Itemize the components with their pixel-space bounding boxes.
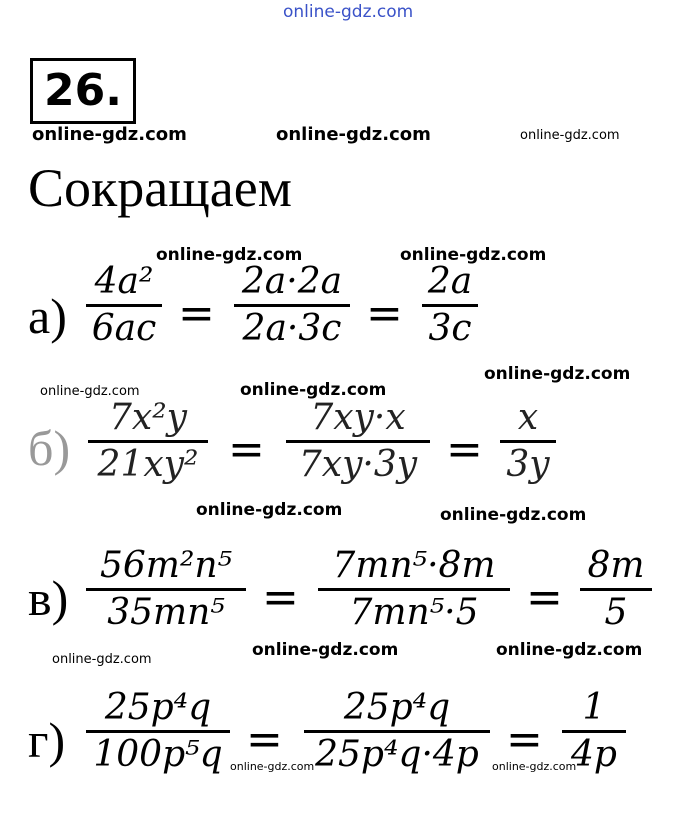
denominator: 35mn⁵: [107, 592, 225, 633]
equals-sign: =: [246, 714, 283, 765]
denominator: 4p: [571, 734, 617, 775]
problem-number: 26.: [30, 58, 136, 124]
fraction-bar: [304, 730, 490, 733]
equals-sign: =: [262, 572, 299, 623]
fraction-bar: [580, 588, 652, 591]
watermark: online-gdz.com: [196, 500, 343, 520]
equals-sign: =: [228, 424, 265, 475]
fraction-bar: [422, 304, 478, 307]
fraction: [86, 262, 162, 349]
numerator: 7x²y: [109, 397, 187, 438]
fraction: [422, 262, 478, 349]
denominator: 3c: [428, 308, 472, 349]
equals-sign: =: [506, 714, 543, 765]
numerator: 56m²n⁵: [100, 545, 232, 586]
denominator: 100p⁵q: [93, 734, 223, 775]
numerator: 25p⁴q: [343, 687, 451, 728]
fraction-bar: [86, 588, 246, 591]
item-label: а): [28, 288, 67, 344]
numerator: 7xy·x: [310, 397, 406, 438]
watermark: online-gdz.com: [440, 505, 587, 525]
fraction-bar: [86, 304, 162, 307]
fraction: [88, 398, 208, 485]
fraction: [234, 262, 350, 349]
denominator: 6ac: [91, 308, 157, 349]
watermark: online-gdz.com: [520, 128, 620, 143]
denominator: 7xy·3y: [298, 444, 418, 485]
fraction: [562, 688, 626, 775]
watermark: online-gdz.com: [484, 364, 631, 384]
watermark-top: online-gdz.com: [283, 2, 414, 22]
watermark: online-gdz.com: [496, 640, 643, 660]
denominator: 21xy²: [97, 444, 199, 485]
fraction-bar: [286, 440, 430, 443]
equals-sign: =: [526, 572, 563, 623]
fraction-bar: [234, 304, 350, 307]
watermark: online-gdz.com: [240, 380, 387, 400]
denominator: 5: [604, 592, 628, 633]
watermark: online-gdz.com: [32, 124, 187, 145]
fraction: [86, 546, 246, 633]
numerator: 4a²: [94, 261, 154, 302]
fraction-bar: [500, 440, 556, 443]
watermark: online-gdz.com: [276, 124, 431, 145]
fraction-bar: [86, 730, 230, 733]
fraction-bar: [318, 588, 510, 591]
watermark: online-gdz.com: [400, 245, 547, 265]
heading: Сокращаем: [28, 158, 292, 218]
fraction: [318, 546, 510, 633]
item-label: в): [28, 570, 69, 626]
equals-sign: =: [446, 424, 483, 475]
watermark: online-gdz.com: [252, 640, 399, 660]
equals-sign: =: [178, 288, 215, 339]
watermark: online-gdz.com: [40, 384, 140, 399]
watermark: online-gdz.com: [156, 245, 303, 265]
fraction: [500, 398, 556, 485]
numerator: 2a: [427, 261, 473, 302]
denominator: 2a·3c: [242, 308, 342, 349]
fraction-bar: [88, 440, 208, 443]
watermark: online-gdz.com: [230, 760, 315, 773]
fraction: [286, 398, 430, 485]
fraction: [86, 688, 230, 775]
numerator: 2a·2a: [241, 261, 343, 302]
numerator: 25p⁴q: [104, 687, 212, 728]
item-label: б): [28, 420, 71, 476]
numerator: 1: [582, 687, 606, 728]
fraction: [580, 546, 652, 633]
watermark: online-gdz.com: [492, 760, 577, 773]
watermark: online-gdz.com: [52, 652, 152, 667]
fraction-bar: [562, 730, 626, 733]
equals-sign: =: [366, 288, 403, 339]
denominator: 25p⁴q·4p: [315, 734, 479, 775]
item-label: г): [28, 712, 66, 768]
numerator: x: [517, 397, 539, 438]
denominator: 7mn⁵·5: [349, 592, 479, 633]
fraction: [304, 688, 490, 775]
denominator: 3y: [506, 444, 550, 485]
numerator: 7mn⁵·8m: [332, 545, 496, 586]
numerator: 8m: [587, 545, 645, 586]
